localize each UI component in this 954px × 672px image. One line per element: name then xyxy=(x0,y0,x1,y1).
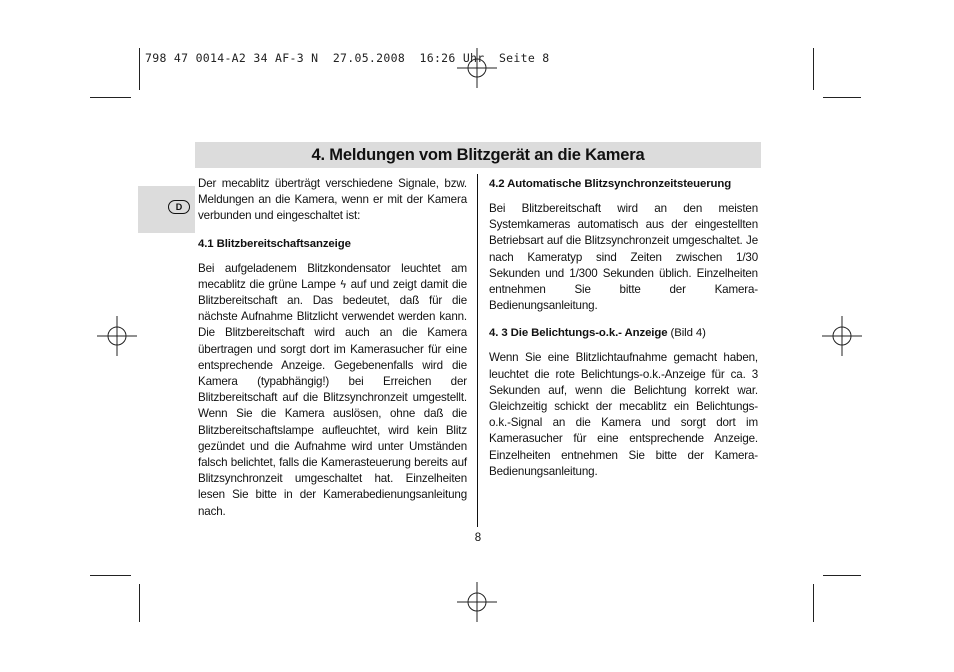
print-slug-line: 798 47 0014-A2 34 AF-3 N 27.05.2008 16:26 Uhr Seite 8 xyxy=(145,51,550,65)
crop-mark-br-h xyxy=(823,575,861,576)
section-title-bar xyxy=(195,142,761,168)
heading-4-3 xyxy=(489,325,758,341)
crop-mark-bl-h xyxy=(90,575,131,576)
heading-4-1: 4.1 Blitzbereitschaftsanzeige xyxy=(198,237,351,250)
crop-mark-tr-v xyxy=(813,48,814,90)
paragraph-4-3: Wenn Sie eine Blitzlichtaufnahme gemacht haben, leuchtet die rote Belichtungs-o.k.-Anzeige für ca. 3 Sekunden auf, wenn die Belichtung korrekt war. Gleichzeitig schickt der mecablitz ein Belichtungs-o.k.-Signal an die Kamera und sorgt dort im Kamerasucher für eine entsprechende Anzeige. Einzelheiten entnehmen Sie bitte der Kamera-Bedienungsanleitung. xyxy=(489,351,758,478)
heading-4-3-text: 4. 3 Die Belichtungs-o.k.- Anzeige xyxy=(489,327,668,340)
registration-mark-bottom-icon xyxy=(457,582,497,622)
left-column xyxy=(198,176,467,520)
crop-mark-br-v xyxy=(813,584,814,622)
section-title: 4. Meldungen vom Blitzgerät an die Kamera xyxy=(311,145,645,164)
flash-symbol-icon: ϟ xyxy=(339,277,347,291)
crop-mark-tl-h xyxy=(90,97,131,98)
column-divider xyxy=(477,174,478,527)
registration-mark-top-icon xyxy=(457,48,497,88)
crop-mark-tl-v xyxy=(139,48,140,90)
right-column xyxy=(489,176,758,480)
crop-mark-bl-v xyxy=(139,584,140,622)
crop-mark-tr-h xyxy=(823,97,861,98)
intro-paragraph: Der mecablitz überträgt verschiedene Signale, bzw. Meldungen an die Kamera, wenn er mit der Kamera verbunden und eingeschaltet ist: xyxy=(198,177,467,223)
paragraph-4-1-part-2: auf und zeigt damit die Blitzbereitschaft an. Das bedeutet, daß für die nächste Aufnahme Blitzlicht verwendet werden kann. Die Blitzbereitschaft wird auch an die Kamera übertragen und sorgt dort im Kamerasucher für eine entsprechende Anzeige. Gegebenenfalls wird die Kamera (typabhängig!) bei Erreichen der Blitzbereitschaft auf die Blitzsynchronzeit umgestellt. Wenn Sie die Kamera auslösen, ohne daß die Blitzbereitschaftslampe aufleuchtet, wird kein Blitz gezündet und die Aufnahme wird unter Umständen falsch belichtet, falls die Kamerasteuerung bereits auf Blitzsynchronzeit umgeschaltet hat. Einzelheiten lesen Sie bitte in der Kamerabedienungsanleitung nach. xyxy=(198,277,467,518)
heading-4-2: 4.2 Automatische Blitzsynchronzeitsteuerung xyxy=(489,178,732,190)
heading-4-3-figure-ref: (Bild 4) xyxy=(667,327,706,340)
registration-mark-right-icon xyxy=(822,316,862,356)
page-number: 8 xyxy=(474,532,482,544)
paragraph-4-1 xyxy=(198,261,467,520)
registration-mark-left-icon xyxy=(97,316,137,356)
paragraph-4-1-part-1: Bei aufgeladenem Blitzkondensator leuchtet am mecablitz die grüne Lampe xyxy=(198,261,467,291)
paragraph-4-2: Bei Blitzbereitschaft wird an den meisten Systemkameras automatisch aus der eingestellten Betriebsart auf die Blitzsynchronzeit umgeschaltet. Je nach Kameratyp sind Zeiten zwischen 1/30 Sekunden und 1/300 Sekunden üblich. Einzelheiten entnehmen Sie bitte der Kamera-Bedienungsanleitung. xyxy=(489,202,758,313)
language-badge: D xyxy=(168,200,190,214)
